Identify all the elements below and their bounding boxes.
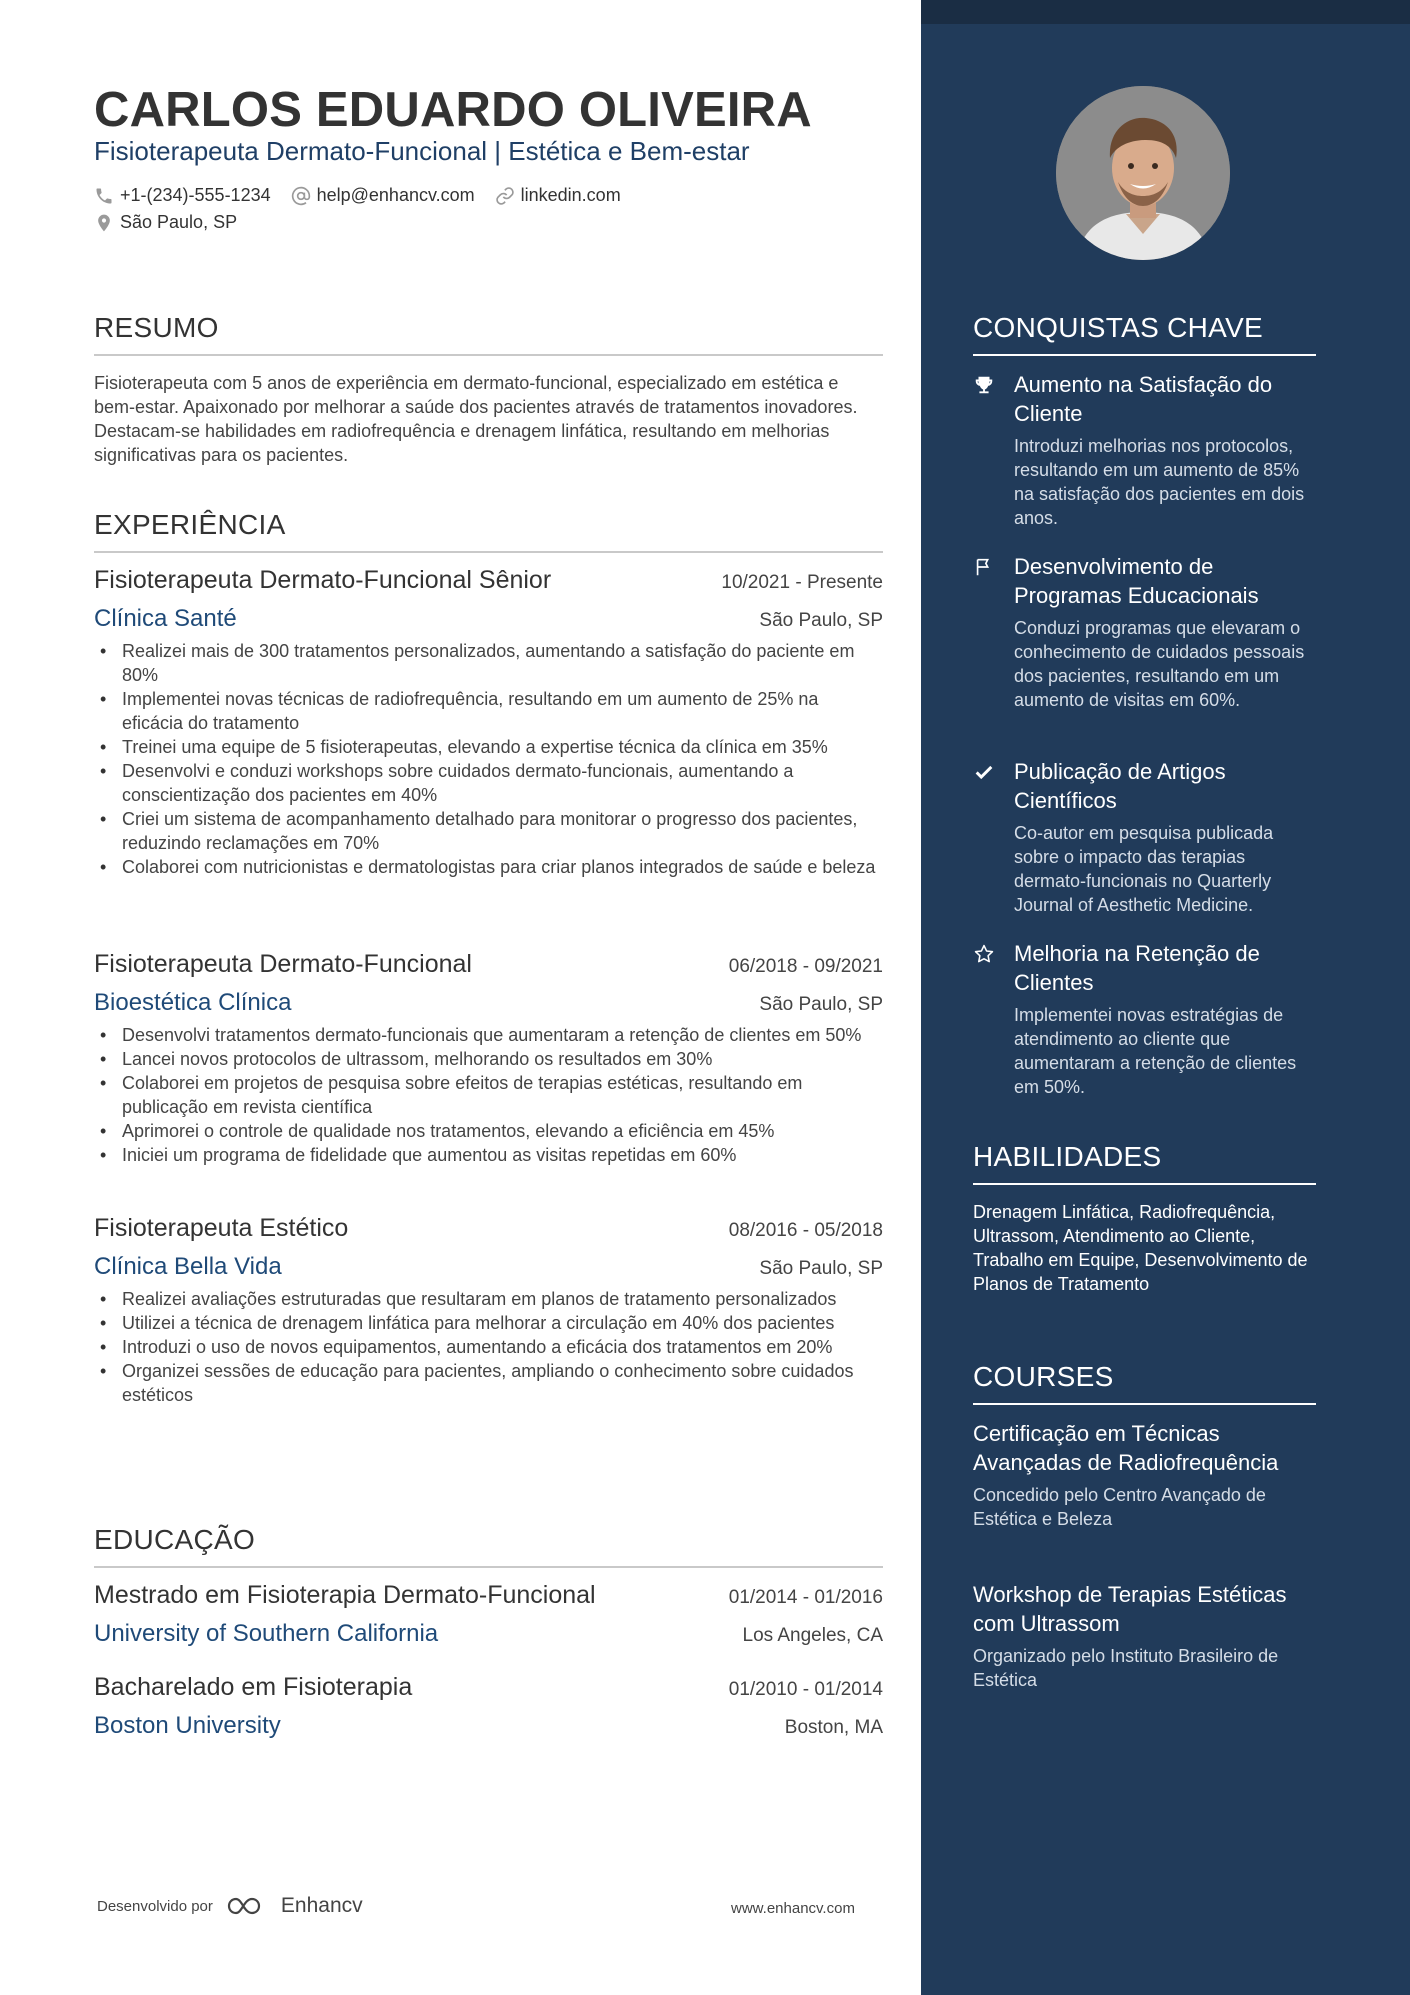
job-bullet: • Organizei sessões de educação para pacientes, ampliando o conhecimento sobre cuidados estéticos: [94, 1359, 883, 1407]
achievement-item: [973, 939, 1316, 1099]
location-row: [94, 212, 257, 233]
job-bullet: • Criei um sistema de acompanhamento detalhado para monitorar o progresso dos pacientes, reduzindo reclamações em 70%: [94, 807, 883, 855]
education-dates: 01/2010 - 01/2014: [728, 1679, 883, 1700]
footer-brand: Enhancv: [280, 1894, 363, 1917]
enhancv-logo-icon: [225, 1894, 273, 1918]
summary-text: Fisioterapeuta com 5 anos de experiência em dermato-funcional, especializado em estética e bem-estar. Apaixonado por melhorar a saúde dos pacientes através de tratamentos inovadores. Destacam-se habilidades em radiofrequência e drenagem linfática, resultando em melhorias significativas para os pacientes.: [94, 373, 858, 465]
education-dates: 01/2014 - 01/2016: [728, 1587, 883, 1608]
location-item: [94, 212, 237, 233]
candidate-title: Fisioterapeuta Dermato-Funcional | Estética e Bem-estar: [94, 136, 750, 166]
powered-by-text: Desenvolvido por: [97, 1897, 213, 1915]
job-bullet: • Treinei uma equipe de 5 fisioterapeutas, elevando a expertise técnica da clínica em 35%: [94, 735, 883, 759]
star-icon: [973, 943, 995, 965]
job-dates: 08/2016 - 05/2018: [728, 1220, 883, 1241]
avatar-portrait-icon: [1056, 86, 1230, 260]
job-bullet: • Realizei mais de 300 tratamentos personalizados, aumentando a satisfação do paciente em 80%: [94, 639, 883, 687]
job-role: Fisioterapeuta Dermato-Funcional: [94, 950, 472, 978]
education-degree: Mestrado em Fisioterapia Dermato-Funcional: [94, 1581, 596, 1609]
job-bullets: [94, 1287, 883, 1407]
phone-item: [94, 185, 271, 206]
sidebar-top-band: [921, 0, 1410, 24]
job-company: Clínica Santé: [94, 605, 237, 632]
check-icon: [973, 761, 995, 783]
job-bullet: • Desenvolvi tratamentos dermato-funcionais que aumentaram a retenção de clientes em 50%: [94, 1023, 883, 1047]
achievement-description: Implementei novas estratégias de atendimento ao cliente que aumentaram a retenção de clientes em 50%.: [1014, 1005, 1297, 1097]
job-location: São Paulo, SP: [759, 1258, 883, 1279]
job-bullet: • Implementei novas técnicas de radiofrequência, resultando em um aumento de 25% na eficácia do tratamento: [94, 687, 883, 735]
job-entry: [94, 950, 883, 1167]
achievements-heading: CONQUISTAS CHAVE: [973, 312, 1316, 356]
job-role: Fisioterapeuta Estético: [94, 1214, 349, 1242]
achievement-description: Introduzi melhorias nos protocolos, resultando em um aumento de 85% na satisfação dos pacientes em dois anos.: [1014, 436, 1305, 528]
trophy-icon: [973, 374, 995, 396]
achievement-item: [973, 552, 1316, 712]
linkedin-item[interactable]: [495, 185, 621, 206]
course-title: Workshop de Terapias Estéticas com Ultrassom: [973, 1582, 1287, 1636]
at-icon: [291, 186, 311, 206]
course-item: [973, 1419, 1316, 1531]
link-icon: [495, 186, 515, 206]
location-text: São Paulo, SP: [120, 212, 238, 232]
achievement-title: Aumento na Satisfação do Cliente: [1014, 372, 1273, 426]
education-degree: Bacharelado em Fisioterapia: [94, 1673, 413, 1701]
education-entry: [94, 1581, 883, 1648]
avatar: [1056, 86, 1230, 260]
summary-heading: RESUMO: [94, 312, 883, 356]
achievement-item: [973, 370, 1316, 530]
footer-url[interactable]: www.enhancv.com: [731, 1900, 855, 1917]
achievement-title: Melhoria na Retenção de Clientes: [1014, 941, 1260, 995]
phone-icon: [94, 186, 114, 206]
course-description: Organizado pelo Instituto Brasileiro de Estética: [973, 1646, 1279, 1690]
job-role: Fisioterapeuta Dermato-Funcional Sênior: [94, 566, 552, 594]
job-entry: [94, 566, 883, 879]
job-company: Clínica Bella Vida: [94, 1253, 282, 1280]
achievement-item: [973, 757, 1316, 917]
achievement-title: Desenvolvimento de Programas Educacionais: [1014, 554, 1259, 608]
job-company: Bioestética Clínica: [94, 989, 292, 1016]
phone-text: +1-(234)-555-1234: [120, 185, 271, 205]
job-bullet: • Utilizei a técnica de drenagem linfática para melhorar a circulação em 40% dos pacientes: [94, 1311, 883, 1335]
job-bullets: [94, 1023, 883, 1167]
job-location: São Paulo, SP: [759, 610, 883, 631]
experience-heading: EXPERIÊNCIA: [94, 509, 883, 553]
course-description: Concedido pelo Centro Avançado de Estética e Beleza: [973, 1485, 1266, 1529]
job-entry: [94, 1214, 883, 1407]
job-bullet: • Colaborei em projetos de pesquisa sobre efeitos de terapias estéticas, resultando em publicação em revista científica: [94, 1071, 883, 1119]
job-dates: 06/2018 - 09/2021: [728, 956, 883, 977]
courses-heading: COURSES: [973, 1361, 1316, 1405]
education-location: Los Angeles, CA: [742, 1625, 883, 1646]
job-bullet: • Colaborei com nutricionistas e dermatologistas para criar planos integrados de saúde e beleza: [94, 855, 883, 879]
job-location: São Paulo, SP: [759, 994, 883, 1015]
job-bullet: • Desenvolvi e conduzi workshops sobre cuidados dermato-funcionais, aumentando a conscientização dos pacientes em 40%: [94, 759, 883, 807]
footer-powered-by: [97, 1894, 363, 1918]
achievement-description: Conduzi programas que elevaram o conhecimento de cuidados pessoais dos pacientes, resultando em um aumento de visitas em 60%.: [1014, 618, 1305, 710]
education-entry: [94, 1673, 883, 1740]
skills-list: Drenagem Linfática, Radiofrequência, Ultrassom, Atendimento ao Cliente, Trabalho em Equipe, Desenvolvimento de Planos de Tratamento: [973, 1202, 1308, 1294]
education-school: Boston University: [94, 1712, 281, 1739]
contact-row: [94, 185, 641, 206]
flag-icon: [973, 556, 995, 578]
job-bullet: • Iniciei um programa de fidelidade que aumentou as visitas repetidas em 60%: [94, 1143, 883, 1167]
course-item: [973, 1580, 1316, 1692]
education-school: University of Southern California: [94, 1620, 439, 1647]
email-link[interactable]: help@enhancv.com: [316, 185, 475, 205]
job-bullets: [94, 639, 883, 879]
achievement-description: Co-autor em pesquisa publicada sobre o impacto das terapias dermato-funcionais no Quarterly Journal of Aesthetic Medicine.: [1014, 823, 1274, 915]
location-pin-icon: [94, 213, 114, 233]
course-title: Certificação em Técnicas Avançadas de Radiofrequência: [973, 1421, 1279, 1475]
job-bullet: • Introduzi o uso de novos equipamentos, aumentando a eficácia dos tratamentos em 20%: [94, 1335, 883, 1359]
education-heading: EDUCAÇÃO: [94, 1524, 883, 1568]
email-item[interactable]: [291, 185, 475, 206]
skills-heading: HABILIDADES: [973, 1141, 1316, 1185]
linkedin-link[interactable]: linkedin.com: [520, 185, 621, 205]
education-location: Boston, MA: [784, 1717, 883, 1738]
candidate-name: CARLOS EDUARDO OLIVEIRA: [94, 83, 812, 137]
job-dates: 10/2021 - Presente: [721, 572, 883, 593]
job-bullet: • Aprimorei o controle de qualidade nos tratamentos, elevando a eficiência em 45%: [94, 1119, 883, 1143]
job-bullet: • Lancei novos protocolos de ultrassom, melhorando os resultados em 30%: [94, 1047, 883, 1071]
achievement-title: Publicação de Artigos Científicos: [1014, 759, 1226, 813]
job-bullet: • Realizei avaliações estruturadas que resultaram em planos de tratamento personalizados: [94, 1287, 883, 1311]
